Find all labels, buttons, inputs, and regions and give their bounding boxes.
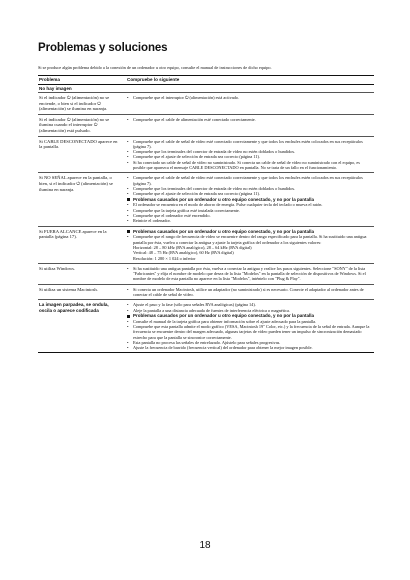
bullet-item: • Compruebe que el cable de alimentación esté conectado correctamente. (126, 117, 372, 122)
bullet-item: • Compruebe que el rango de frecuencia de vídeo se encuentre dentro del rango especificado para la pantalla. Si ha sustituido una antigua pantalla por ésta, vuelva a conectar la antigua y ajuste la tarjeta gráfica del ordenador a los siguientes valores: (126, 234, 372, 245)
bullet-item: • Compruebe que el ajuste de selección de entrada sea correcto (página 11). (126, 191, 372, 196)
bullet-item: • Si ha sustituido una antigua pantalla por ésta, vuelva a conectar la antigua y realice los pasos siguientes. Seleccione "SONY" de la lista "Fabricantes" y elija el nombre de modelo que desea de la lista "Modelos" en la pantalla de selección de dispositivos de Windows. Si el nombre de modelo de esta pantalla no aparece en la lista "Modelos", inténtelo con "Plug & Play". (126, 266, 372, 282)
table-row (38, 300, 374, 352)
bullet-item: • Compruebe que esta pantalla admite el modo gráfico (VESA, Macintosh 19" Color, etc.) y la frecuencia de la señal de entrada. Aunque la frecuencia se encuentre dentro del margen adecuado, algunas tarjetas de vídeo pueden tener un impulso de sincronización demasiado estrecho para que la pantalla se sincronice correctamente. (126, 324, 372, 340)
solution-cell (124, 173, 374, 225)
bullet-item: • Aleje la pantalla a una distancia adecuada de fuentes de interferencia eléctrica o magnética. (126, 308, 372, 313)
bullet-item: • Compruebe que el cable de señal de vídeo esté conectado correctamente y que todos los enchufes estén colocados en sus receptáculos (página 7). (126, 139, 372, 150)
header-problem: Problema (39, 77, 60, 82)
solution-cell (124, 227, 374, 263)
bullet-item: • Compruebe que el cable de señal de vídeo esté conectado correctamente y que todos los enchufes estén colocados en sus receptáculos (página 7). (126, 175, 372, 186)
spec-line: Vertical: 48 – 75 Hz (RVA analógico), 60 Hz (RVA digital) (133, 250, 234, 256)
bullet-item: • Compruebe que el ajuste de selección de entrada sea correcto (página 11). (126, 154, 372, 159)
bullet-item: • Compruebe que los terminales del conector de entrada de vídeo no estén doblados o hundidos. (126, 149, 372, 154)
intro-text: Si se produce algún problema debido a la conexión de un ordenador u otro equipo, consulte el manual de instrucciones de dicho equipo. (38, 65, 272, 70)
problem-cell: La imagen parpadea, se ondula, oscila o aparece codificada (39, 302, 109, 313)
bullet-item: • Compruebe que la tarjeta gráfica esté instalada correctamente. (126, 208, 372, 213)
problem-cell: Si utiliza un sistema Macintosh. (39, 286, 98, 292)
table-row (38, 93, 374, 115)
bullet-item: • Compruebe que los terminales del conector de entrada de vídeo no estén doblados o hundidos. (126, 186, 372, 191)
bullet-item: • Ajuste la frecuencia de barrido (frecuencia vertical) del ordenador para obtener la mejor imagen posible. (126, 345, 372, 350)
bullet-item: • Si ha conectado un cable de señal de vídeo no suministrado. Si conecta un cable de señal de vídeo no suministrado con el equipo, es posible que aparezca el mensaje CABLE DESCONECTADO en pantalla. No se trata de un fallo en el funcionamiento. (126, 160, 372, 171)
bullet-item: • Compruebe que el interruptor ⏻ (alimentación) está activado. (126, 95, 372, 100)
table-row (38, 173, 374, 226)
solution-cell (124, 93, 374, 114)
bullet-item: • Ajuste el paso y la fase (sólo para señales RVA analógicas) (página 14). (126, 302, 372, 307)
subheading: Problemas causados por un ordenador u otro equipo conectado, y no por la pantalla (126, 313, 372, 318)
problem-cell: Si utiliza Windows. (39, 265, 76, 271)
section-no-image: No hay imagen (38, 85, 374, 93)
solution-cell (124, 137, 374, 173)
bullet-item: • Esta pantalla no procesa las señales de entrelazado. Ajústelo para señales progresivas. (126, 340, 372, 345)
table-row (38, 285, 374, 301)
table-row (38, 264, 374, 285)
page-number: 18 (199, 540, 211, 551)
table-row (38, 227, 374, 264)
subheading: Problemas causados por un ordenador u otro equipo conectado, y no por la pantalla (126, 197, 372, 202)
solution-cell (124, 285, 374, 300)
bullet-item: • Si conecta un ordenador Macintosh, utilice un adaptador (no suministrado) si es necesario. Conecte el adaptador al ordenador antes de conectar el cable de señal de vídeo. (126, 287, 372, 298)
table-body (38, 93, 374, 352)
bullet-item: • El ordenador se encuentra en el modo de ahorro de energía. Pulse cualquier tecla del teclado o mueva el ratón. (126, 202, 372, 207)
solution-cell (124, 264, 374, 284)
bullet-item: • Consulte el manual de la tarjeta gráfica para obtener información sobre el ajuste adecuado para la pantalla. (126, 319, 372, 324)
table-header (38, 76, 374, 85)
subheading: Problemas causados por un ordenador u otro equipo conectado, y no por la pantalla (126, 229, 372, 234)
page-title: Problemas y soluciones (38, 42, 168, 54)
troubleshooting-table (38, 75, 374, 353)
solution-cell (124, 115, 374, 136)
problem-cell: Si FUERA ALCANCE aparece en la pantalla (página 17). (39, 228, 107, 240)
problem-cell: Si el indicador ⏻ (alimentación) no se enciende, o bien si el indicador ⏻ (alimentación) se ilumina en naranja. (39, 95, 110, 112)
problem-cell: Si NO SEÑAL aparece en la pantalla, o bien, si el indicador ⏻ (alimentación) se ilumina en naranja. (39, 175, 113, 192)
spec-line: Horizontal: 28 – 80 kHz (RVA analógico), 28 – 64 kHz (RVA digital) (133, 244, 252, 250)
problem-cell: Si CABLE DESCONECTADO aparece en la pantalla. (39, 138, 118, 150)
bullet-item: • Compruebe que el ordenador esté encendido. (126, 213, 372, 218)
bullet-item: • Reinicie el ordenador. (126, 218, 372, 223)
spec-line: Resolución: 1 280 × 1 024 o inferior (133, 255, 196, 261)
header-check: Compruebe lo siguiente (127, 77, 180, 82)
table-row (38, 137, 374, 174)
solution-cell (124, 300, 374, 352)
table-row (38, 115, 374, 137)
problem-cell: Si el indicador ⏻ (alimentación) no se ilumina cuando el interruptor ⏻ (alimentación) está pulsado. (39, 116, 110, 133)
